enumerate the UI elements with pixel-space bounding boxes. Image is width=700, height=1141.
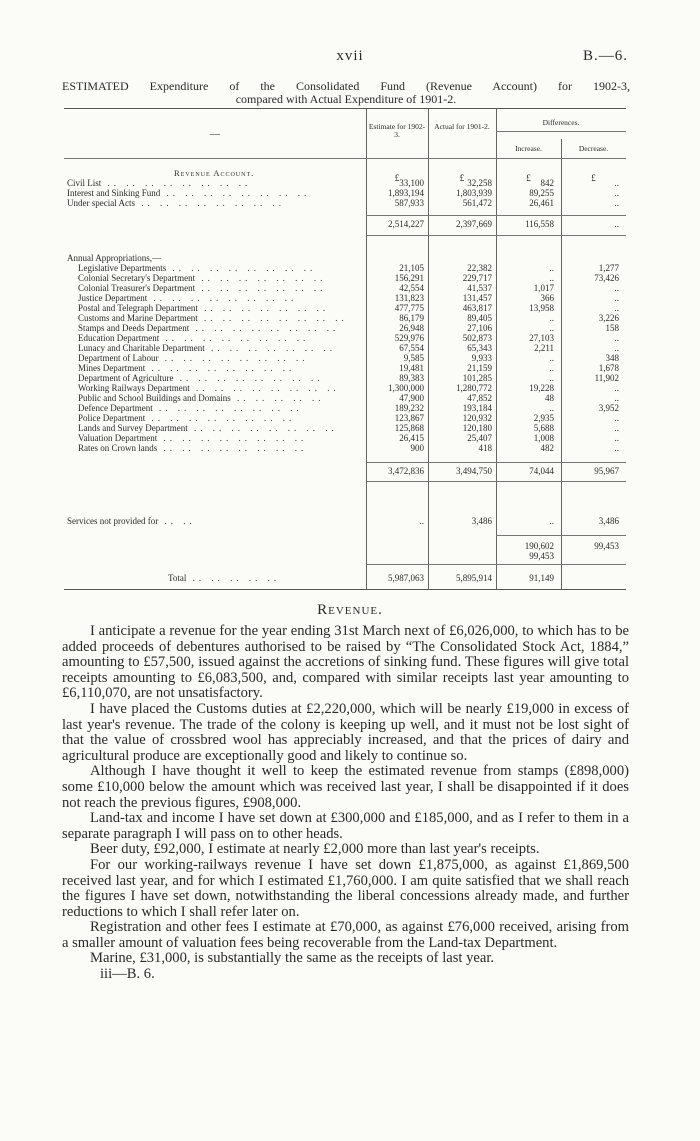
row-actual: 229,717 [462,273,492,283]
row-actual: 193,184 [462,403,492,413]
leader-dots: .. .. .. .. .. .. .. .. [166,263,317,273]
row-estimate: 587,933 [394,198,424,208]
currency-actual: £ [459,173,465,183]
header-increase: Increase. [515,144,542,153]
row-label-text: Public and School Buildings and Domains [78,393,231,403]
row-decrease: .. [614,303,619,313]
revenue-account-heading: Revenue Account. [174,168,255,178]
row-estimate: 477,775 [394,303,424,313]
leader-dots: .. .. .. .. .. .. .. [195,273,327,283]
revenue-paragraph: I have placed the Customs duties at £2,220,000, which will be nearly £19,000 in excess of last year's revenue. The trade of the colony is keeping up well, and it must not be lost sight of that the value of crossbred wool has appreciably increased, and that the prices of dairy and agricultural produce are exceptionally good and likely to continue so. [62,700,629,764]
row-label-text: Rates on Crown lands [78,443,158,453]
row-label-text: Department of Labour [78,353,159,363]
row-increase: 2,211 [534,343,554,353]
row-decrease: .. [614,393,619,403]
row-decrease: 3,226 [598,313,619,323]
row-decrease: .. [614,333,619,343]
grand-total-label: Total .. .. .. .. .. [168,573,281,583]
row-estimate: 26,415 [399,433,424,443]
table-title-line-2: compared with Actual Expenditure of 1901-2. [235,92,457,106]
paper-reference: B.—6. [582,48,628,64]
section1-total-decrease: .. [614,219,619,229]
row-label-text: Colonial Treasurer's Department [78,283,196,293]
services-row-label: Services not provided for .. .. [67,516,196,526]
row-estimate: 9,585 [403,353,424,363]
subtotal-rule [366,235,626,236]
row-increase: 48 [545,393,554,403]
leader-dots: .. .. .. .. .. .. .. .. [157,443,308,453]
row-increase: .. [549,273,554,283]
row-actual: 561,472 [462,198,492,208]
row-actual: 27,106 [467,323,492,333]
row-label-text: Stamps and Deeds Department [78,323,190,333]
gross-decrease: 99,453 [594,541,619,551]
row-increase: 1,017 [533,283,554,293]
subtotal-rule [366,215,626,216]
page-number: xvii [336,48,364,64]
row-estimate: 47,900 [399,393,424,403]
leader-dots: .. .. .. .. .. [230,393,325,403]
offset-increase: 99,453 [529,551,554,561]
row-increase: 5,688 [533,423,554,433]
row-estimate: 67,554 [399,343,424,353]
currency-estimate: £ [394,173,400,183]
leader-dots: .. .. .. .. .. .. .. [204,343,336,353]
row-estimate: 86,179 [399,313,424,323]
header-rule [64,158,626,159]
revenue-heading: Revenue. [317,602,383,618]
header-decrease: Decrease. [578,144,609,153]
leader-dots: .. .. .. .. .. .. .. .. [197,313,348,323]
row-label-text: Civil List [67,178,102,188]
row-increase: 89,255 [529,188,554,198]
revenue-paragraph: Marine, £31,000, is substantially the same as the receipts of last year. [90,950,495,967]
row-decrease: 73,426 [594,273,619,283]
row-increase: 13,958 [529,303,554,313]
row-actual: 120,932 [462,413,492,423]
row-increase: 842 [540,178,554,188]
section2-total-actual: 3,494,750 [456,466,492,476]
row-estimate: 1,893,194 [388,188,424,198]
currency-increase: £ [526,173,531,183]
row-decrease: 3,952 [598,403,619,413]
row-estimate: 21,105 [399,263,424,273]
row-decrease: 348 [605,353,619,363]
row-decrease: 11,902 [594,373,619,383]
row-estimate: 26,948 [399,323,424,333]
row-label-text: Justice Department [78,293,148,303]
row-increase: 482 [540,443,554,453]
row-increase: 26,461 [529,198,554,208]
row-label-text: Lands and Survey Department [78,423,188,433]
row-label-text: Valuation Department [78,433,158,443]
row-actual: 131,457 [462,293,492,303]
row-estimate: 123,867 [394,413,424,423]
revenue-paragraph: I anticipate a revenue for the year ending 31st March next of £6,026,000, to which has to be added proceeds of debentures authorised to be raised by “The Consolidated Stock Act, 1884,” amounting to £57,500, issued against the accretions of sinking fund. These figures will give total receipts amounting to £6,083,500, and, compared with similar receipts last year amounting to £6,110,070, are not unsatisfactory. [62,623,629,702]
row-decrease: 1,277 [598,263,619,273]
row-actual: 502,873 [462,333,492,343]
row-actual: 1,803,939 [456,188,492,198]
row-estimate: 125,868 [394,423,424,433]
row-decrease: .. [614,413,619,423]
header-differences: Differences. [542,118,580,127]
row-decrease: .. [614,283,619,293]
gross-increase: 190,602 [524,541,554,551]
leader-dots: .. .. .. .. .. .. .. .. [145,413,296,423]
row-decrease: .. [614,433,619,443]
revenue-paragraph: Although I have thought it well to keep the estimated revenue from stamps (£898,000) some £10,000 below the amount which was received last year, I shall be disappointed if it does not reach the previous figures, £908,000. [62,763,629,811]
leader-dots: .. .. .. .. .. .. .. .. [159,333,310,343]
subtotal-rule [366,481,626,482]
leader-dots: .. .. .. .. .. .. .. .. [101,178,252,188]
row-estimate: 900 [410,443,424,453]
grand-total-estimate: 5,987,063 [388,573,424,583]
row-decrease: .. [614,383,619,393]
leader-dots: .. .. .. .. .. .. .. .. [189,383,340,393]
row-label-text: Working Railways Department [78,383,190,393]
row-increase: .. [549,403,554,413]
section1-total-estimate: 2,514,227 [388,219,424,229]
expenditure-table [64,108,626,590]
row-increase: .. [549,353,554,363]
row-actual: 9,933 [471,353,492,363]
row-increase: 366 [540,293,554,303]
row-actual: 47,852 [467,393,492,403]
row-actual: 463,817 [462,303,492,313]
row-actual: 32,258 [467,178,492,188]
row-estimate: 89,383 [399,373,424,383]
row-actual: 89,405 [467,313,492,323]
leader-dots: .. .. .. .. .. .. .. .. [152,403,303,413]
revenue-paragraph: For our working-railways revenue I have set down £1,875,000, as against £1,869,500 received last year, and for which I estimated £1,760,000. I am quite satisfied that we shall reach the figures I have set down, notwithstanding the liberal concessions already made, and further reductions to which I shall refer later on. [62,856,629,920]
row-decrease: .. [614,178,619,188]
row-label [78,444,307,454]
total-rule [366,564,626,565]
row-actual: 21,159 [467,363,492,373]
services-actual: 3,486 [471,516,492,526]
row-estimate: 1,300,000 [388,383,424,393]
row-estimate: 529,976 [394,333,424,343]
row-decrease: .. [614,343,619,353]
row-increase: 27,103 [529,333,554,343]
leader-dots: .. .. .. .. .. .. .. [195,283,327,293]
section2-total-estimate: 3,472,836 [388,466,424,476]
subtotal-rule [366,462,626,463]
row-increase: .. [549,323,554,333]
row-actual: 418 [478,443,492,453]
row-label-text: Police Department [78,413,146,423]
row-actual: 41,537 [467,283,492,293]
row-label-text: Interest and Sinking Fund [67,188,161,198]
row-increase: 2,935 [533,413,554,423]
row-estimate: 33,100 [399,178,424,188]
row-label-text: Customs and Marine Department [78,313,198,323]
row-label-text: Mines Department [78,363,146,373]
leader-dots: .. .. .. .. .. .. .. .. [189,323,340,333]
row-estimate: 131,823 [394,293,424,303]
row-actual: 65,343 [467,343,492,353]
services-decrease: 3,486 [598,516,619,526]
leader-dots: .. .. .. .. .. .. .. .. [187,423,338,433]
row-actual: 25,407 [467,433,492,443]
row-decrease: .. [614,188,619,198]
table-title [62,80,630,106]
services-increase: .. [549,516,554,526]
header-actual: Actual for 1901-2. [434,122,490,131]
row-increase: .. [549,373,554,383]
row-actual: 22,382 [467,263,492,273]
annual-appropriations-heading: Annual Appropriations,— [67,253,161,263]
leader-dots: .. .. .. .. .. .. .. [197,303,330,313]
revenue-paragraph: Land-tax and income I have set down at £300,000 and £185,000, and as I refer to them in a separate paragraph I will pass on to other heads. [62,810,629,842]
row-decrease: .. [614,198,619,208]
row-increase: .. [549,363,554,373]
revenue-text [62,624,629,983]
leader-dots: .. .. .. .. .. .. .. .. [173,373,324,383]
row-label-text: Department of Agriculture [78,373,174,383]
section1-total-increase: 116,558 [525,219,554,229]
row-estimate: 42,554 [399,283,424,293]
header-rule [496,131,626,132]
leader-dots: .. .. .. .. .. .. .. .. [160,188,311,198]
row-decrease: .. [614,423,619,433]
row-label-text: Postal and Telegraph Department [78,303,198,313]
leader-dots: .. .. .. .. .. .. .. .. [145,363,296,373]
grand-total-actual: 5,895,914 [456,573,492,583]
row-increase: 19,228 [529,383,554,393]
revenue-paragraph: Beer duty, £92,000, I estimate at nearly £2,000 more than last year's receipts. [90,841,540,858]
header-dash: — [210,129,220,140]
grand-total-increase: 91,149 [529,573,554,583]
signature-reference: iii—B. 6. [100,966,155,983]
row-increase: .. [549,263,554,273]
row-increase: .. [549,313,554,323]
row-label-text: Legislative Departments [78,263,167,273]
section1-total-actual: 2,397,669 [456,219,492,229]
row-actual: 120,180 [462,423,492,433]
row-estimate: 19,481 [399,363,424,373]
row-decrease: .. [614,293,619,303]
row-decrease: 158 [605,323,619,333]
leader-dots: .. .. .. .. .. .. .. .. [134,198,285,208]
section2-total-increase: 74,044 [529,466,554,476]
row-label-text: Lunacy and Charitable Department [78,343,205,353]
table-title-line-1: ESTIMATED Expenditure of the Consolidated Fund (Revenue Account) for 1902-3, [62,79,630,93]
row-actual: 1,280,772 [456,383,492,393]
section2-total-decrease: 95,967 [594,466,619,476]
row-increase: 1,008 [533,433,554,443]
leader-dots: .. .. .. .. .. .. .. .. [147,293,298,303]
row-label [67,199,285,209]
row-decrease: 1,678 [598,363,619,373]
leader-dots: .. .. .. .. .. .. .. .. [157,433,308,443]
subtotal-rule [496,535,626,536]
revenue-paragraph: Registration and other fees I estimate at £70,000, as against £76,000 received, arising from a smaller amount of valuation fees being recoverable from the Land-tax Department. [62,919,629,951]
row-decrease: .. [614,443,619,453]
services-estimate: .. [419,516,424,526]
leader-dots: .. .. .. .. .. .. .. .. [158,353,309,363]
header-estimate: Estimate for 1902-3. [368,122,426,139]
row-label-text: Under special Acts [67,198,135,208]
row-label-text: Defence Department [78,403,153,413]
currency-decrease: £ [591,173,596,183]
row-label-text: Education Department [78,333,160,343]
row-estimate: 189,232 [394,403,424,413]
row-actual: 101,285 [462,373,492,383]
row-label-text: Colonial Secretary's Department [78,273,196,283]
row-estimate: 156,291 [394,273,424,283]
